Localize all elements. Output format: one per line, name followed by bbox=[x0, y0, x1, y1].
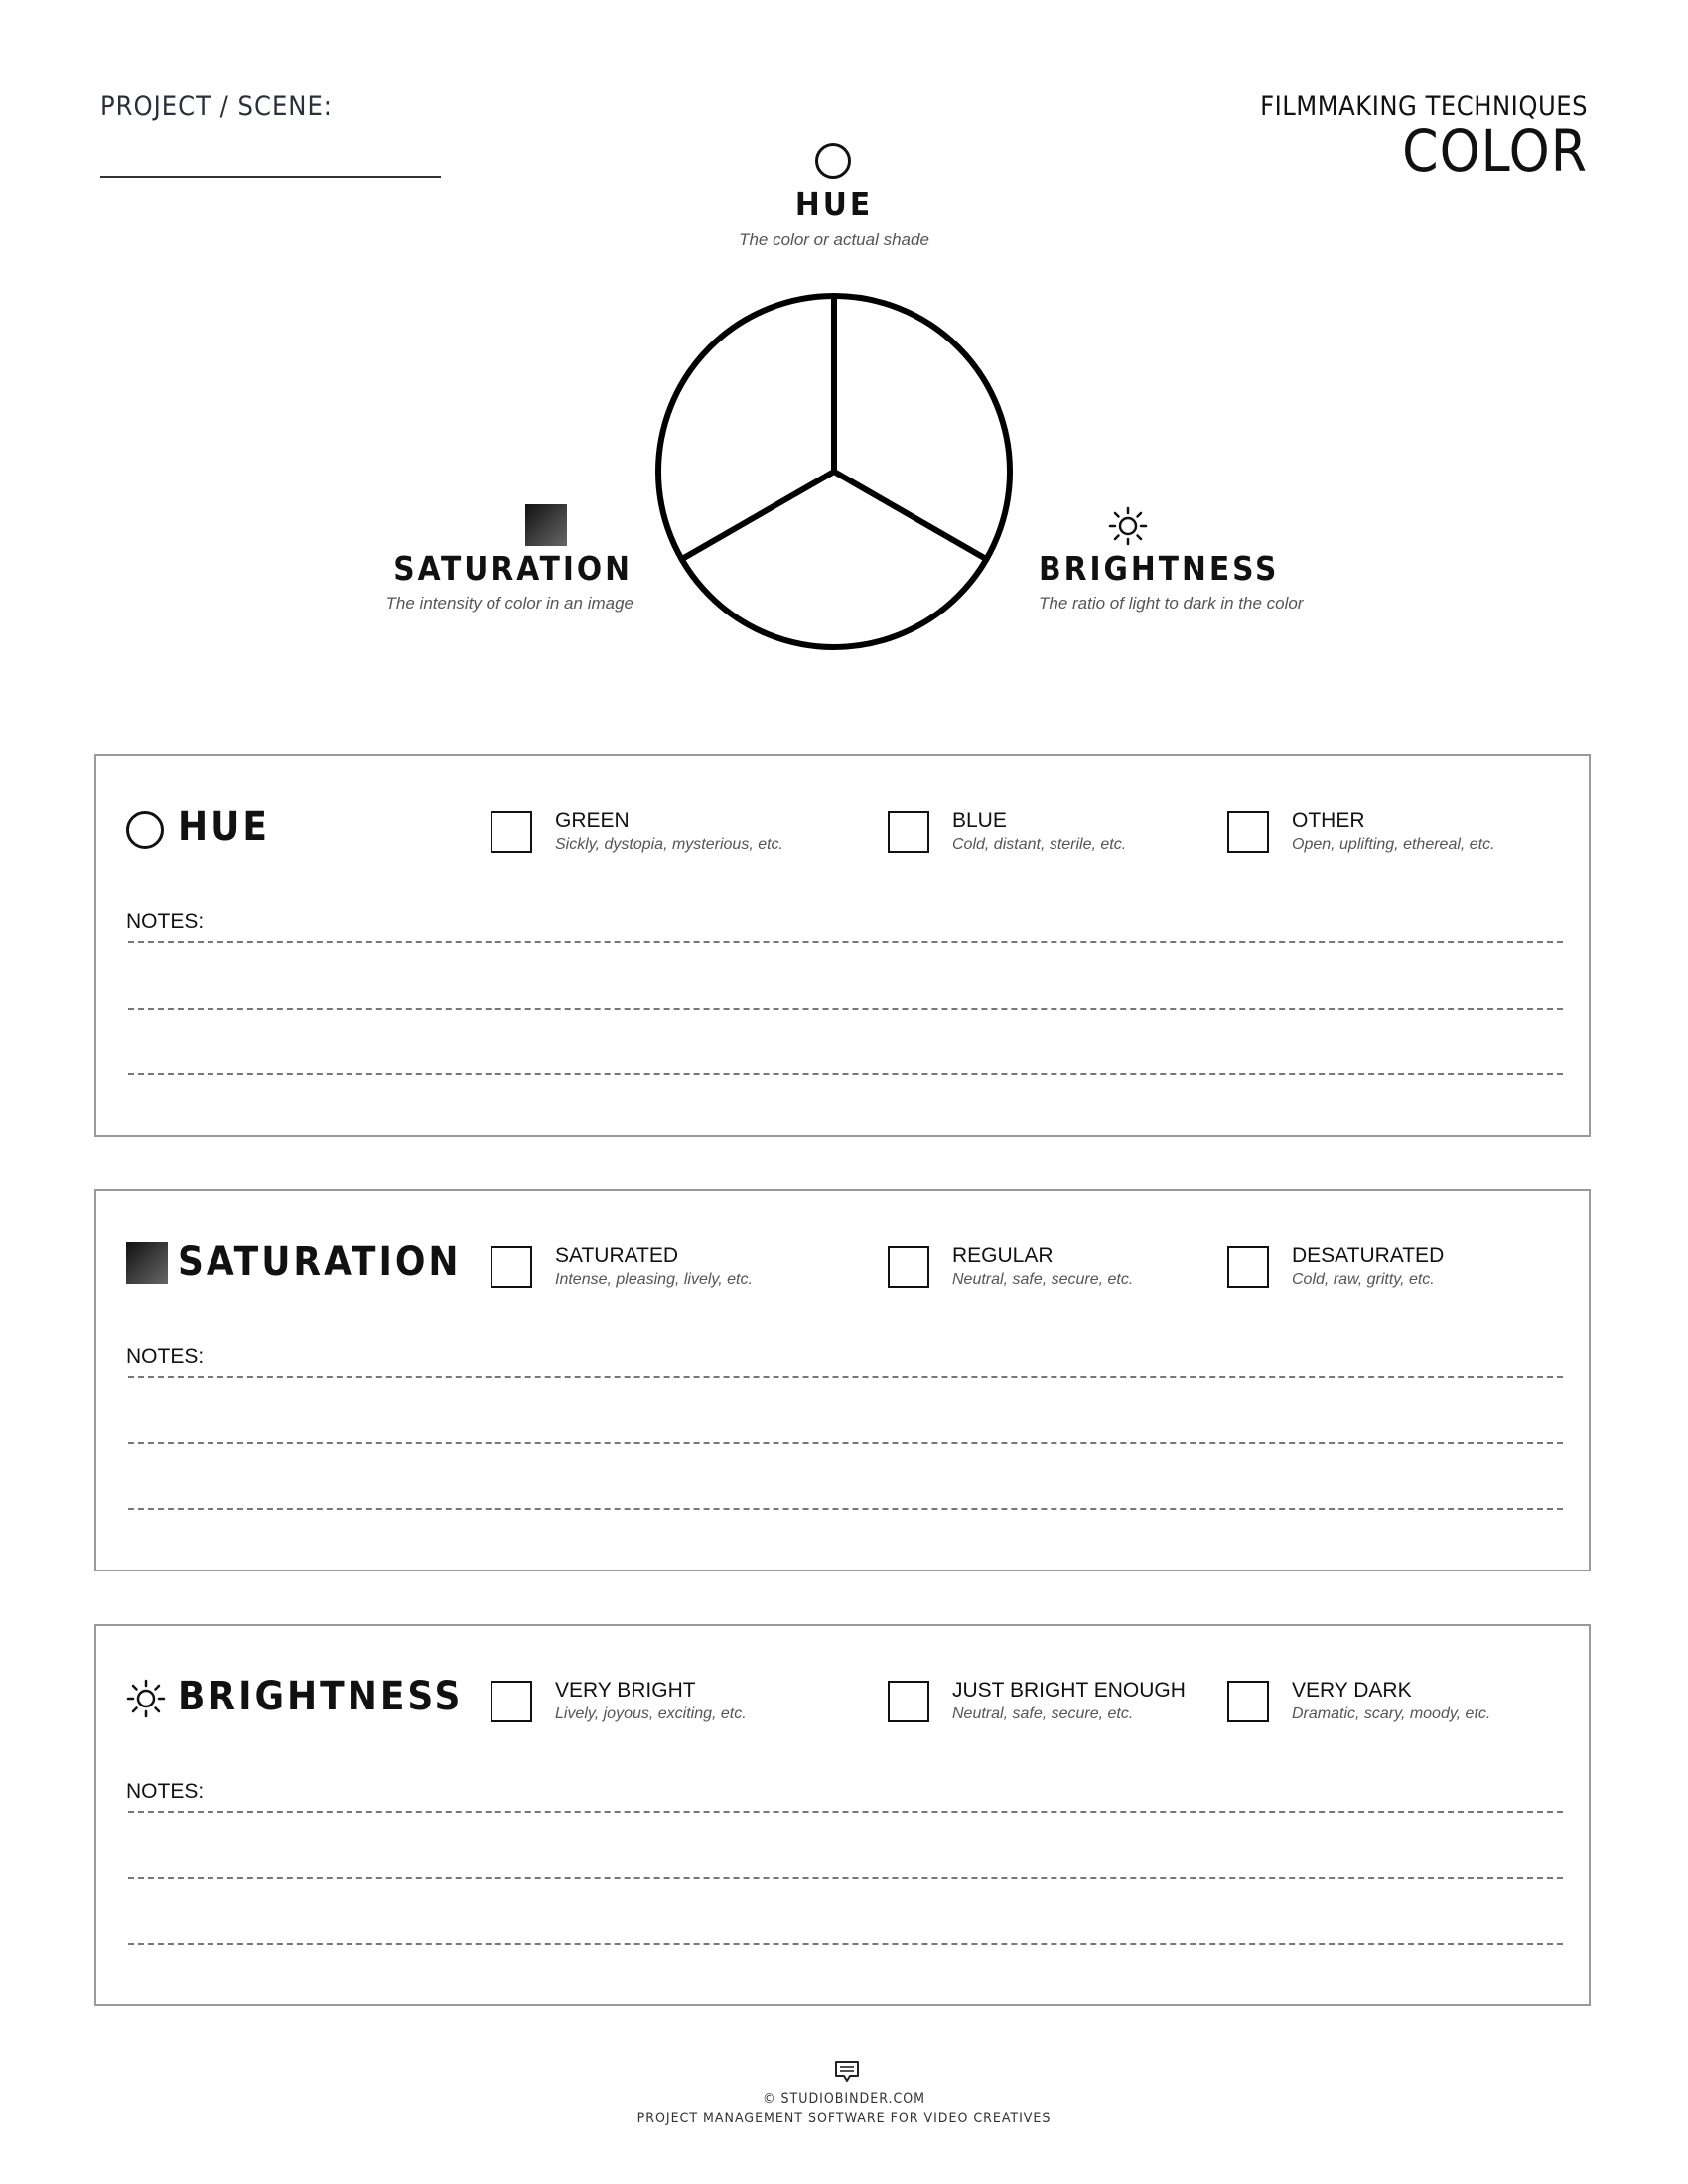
wheel-saturation-desc: The intensity of color in an image bbox=[385, 594, 633, 613]
option-label: GREEN bbox=[555, 809, 630, 832]
notes-line[interactable] bbox=[128, 1008, 1563, 1010]
circle-icon bbox=[815, 143, 851, 179]
option-desc: Neutral, safe, secure, etc. bbox=[952, 1271, 1134, 1288]
saturation-section bbox=[94, 1189, 1591, 1571]
option-label: VERY DARK bbox=[1292, 1679, 1412, 1702]
sun-icon bbox=[126, 1679, 166, 1718]
notes-line[interactable] bbox=[128, 1877, 1563, 1879]
wheel-brightness-title: BRIGHTNESS bbox=[1039, 549, 1280, 588]
section-title: BRIGHTNESS bbox=[178, 1674, 464, 1719]
notes-line[interactable] bbox=[128, 1943, 1563, 1945]
checkbox[interactable] bbox=[491, 1246, 532, 1288]
option-desc: Cold, raw, gritty, etc. bbox=[1292, 1271, 1435, 1288]
notes-label: NOTES: bbox=[126, 910, 205, 933]
option-desc: Cold, distant, sterile, etc. bbox=[952, 836, 1127, 853]
option-desc: Open, uplifting, ethereal, etc. bbox=[1292, 836, 1495, 853]
option-label: BLUE bbox=[952, 809, 1007, 832]
notes-line[interactable] bbox=[128, 1442, 1563, 1444]
checkbox[interactable] bbox=[1227, 1681, 1269, 1722]
series-title: FILMMAKING TECHNIQUES bbox=[1260, 91, 1588, 122]
wheel-divider-left bbox=[682, 472, 834, 559]
checkbox[interactable] bbox=[1227, 811, 1269, 853]
checkbox[interactable] bbox=[888, 1246, 929, 1288]
notes-line[interactable] bbox=[128, 1811, 1563, 1813]
option-desc: Sickly, dystopia, mysterious, etc. bbox=[555, 836, 783, 853]
notes-line[interactable] bbox=[128, 1073, 1563, 1075]
footer-copyright: © STUDIOBINDER.COM bbox=[762, 2091, 926, 2107]
hue-section bbox=[94, 754, 1591, 1137]
wheel-divider-right bbox=[834, 472, 986, 559]
project-scene-label: PROJECT / SCENE: bbox=[100, 91, 333, 122]
option-label: JUST BRIGHT ENOUGH bbox=[952, 1679, 1186, 1702]
notes-line[interactable] bbox=[128, 1376, 1563, 1378]
checkbox[interactable] bbox=[1227, 1246, 1269, 1288]
sun-icon bbox=[1108, 506, 1148, 546]
notes-line[interactable] bbox=[128, 941, 1563, 943]
checkbox[interactable] bbox=[888, 811, 929, 853]
option-desc: Lively, joyous, exciting, etc. bbox=[555, 1706, 747, 1722]
notes-label: NOTES: bbox=[126, 1780, 205, 1803]
option-label: VERY BRIGHT bbox=[555, 1679, 696, 1702]
checkbox[interactable] bbox=[491, 811, 532, 853]
checkbox[interactable] bbox=[491, 1681, 532, 1722]
section-title: HUE bbox=[178, 804, 270, 850]
notes-line[interactable] bbox=[128, 1508, 1563, 1510]
wheel-hue-title: HUE bbox=[794, 185, 874, 223]
gradient-square-icon bbox=[126, 1242, 168, 1284]
brightness-section bbox=[94, 1624, 1591, 2006]
wheel-hue-desc: The color or actual shade bbox=[739, 230, 929, 249]
footer-tagline: PROJECT MANAGEMENT SOFTWARE FOR VIDEO CREATIVES bbox=[636, 2111, 1052, 2126]
circle-icon bbox=[126, 811, 164, 849]
option-desc: Dramatic, scary, moody, etc. bbox=[1292, 1706, 1491, 1722]
wheel-saturation-title: SATURATION bbox=[393, 549, 633, 588]
option-label: SATURATED bbox=[555, 1244, 679, 1267]
wheel-brightness-desc: The ratio of light to dark in the color bbox=[1039, 594, 1304, 613]
option-label: DESATURATED bbox=[1292, 1244, 1445, 1267]
option-label: OTHER bbox=[1292, 809, 1365, 832]
color-wheel-diagram bbox=[655, 288, 1013, 655]
checkbox[interactable] bbox=[888, 1681, 929, 1722]
page-title: COLOR bbox=[1402, 117, 1588, 185]
studiobinder-logo-icon bbox=[833, 2059, 861, 2085]
gradient-square-icon bbox=[525, 504, 567, 546]
project-scene-field[interactable] bbox=[100, 176, 441, 178]
option-desc: Intense, pleasing, lively, etc. bbox=[555, 1271, 753, 1288]
notes-label: NOTES: bbox=[126, 1345, 205, 1368]
option-label: REGULAR bbox=[952, 1244, 1054, 1267]
section-title: SATURATION bbox=[178, 1239, 462, 1285]
option-desc: Neutral, safe, secure, etc. bbox=[952, 1706, 1134, 1722]
